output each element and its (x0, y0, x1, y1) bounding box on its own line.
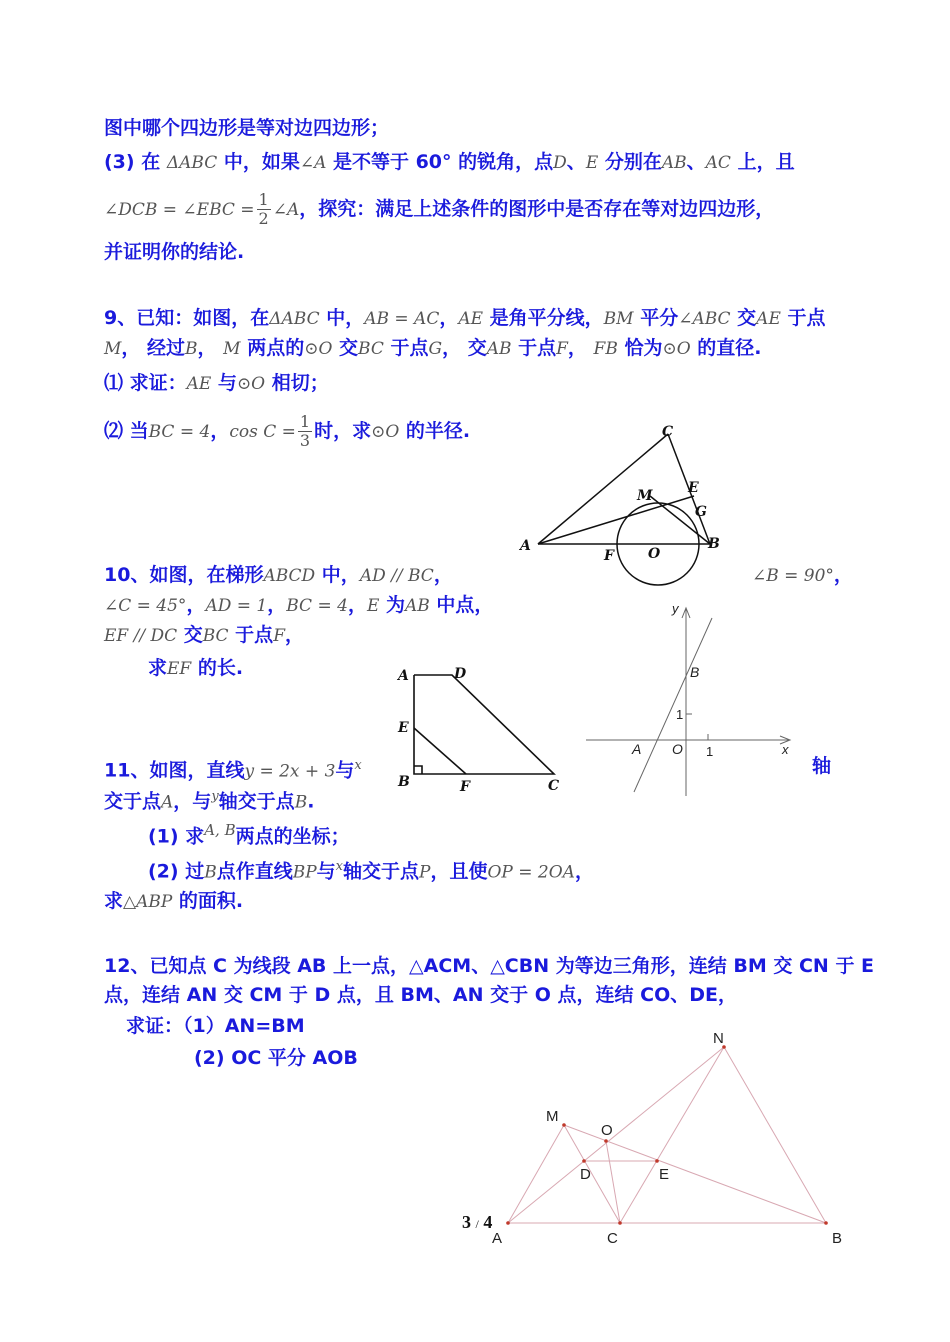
math: B (204, 862, 217, 883)
text: ， (267, 594, 287, 616)
fraction-denominator: 2 (258, 209, 269, 228)
math: AD // BC (359, 566, 434, 586)
label-F: F (460, 779, 470, 795)
text-line (148, 855, 594, 884)
math: AB = AC (364, 309, 440, 329)
text-line (104, 150, 795, 175)
text-line (104, 116, 389, 140)
math: AE (458, 309, 484, 329)
math: G (428, 339, 443, 359)
page-separator: / (475, 1217, 479, 1231)
label-B: B (398, 774, 410, 790)
text-line (104, 785, 314, 814)
text: 10、如图，在梯形 (104, 564, 264, 586)
math: BC = 4 (286, 596, 348, 616)
math: ∠DCB = ∠EBC = (104, 200, 255, 220)
text: 恰为 (617, 337, 663, 359)
label-C: C (607, 1230, 618, 1247)
text: 的长. (191, 657, 244, 679)
text-line (812, 754, 831, 778)
text: 的半径. (399, 420, 471, 442)
text: ， (284, 624, 304, 646)
text: 的直径. (690, 337, 762, 359)
math: P (419, 862, 431, 883)
math: ABCD (263, 566, 316, 586)
text-line (104, 754, 362, 783)
fraction-numerator: 1 (299, 412, 311, 431)
fraction-denominator: 3 (299, 431, 311, 450)
math: AD = 1 (205, 596, 268, 616)
figure-12-equilateral-triangles (490, 1025, 850, 1247)
math: AE (186, 374, 212, 394)
figure-11-coordinate-plane (580, 600, 800, 800)
label-one-x: 1 (706, 744, 714, 759)
math: FB (593, 339, 618, 359)
text-line (104, 593, 493, 618)
page-number (462, 1212, 492, 1233)
math: AB (486, 339, 512, 359)
text: 是不等于 60° 的锐角，点 (326, 151, 554, 173)
label-A: A (492, 1230, 503, 1247)
text: ， (439, 307, 459, 329)
math: ⊙O (236, 374, 266, 394)
math: ∠ABC (678, 309, 731, 329)
text: (2) OC 平分 AOB (194, 1047, 358, 1069)
math: AC (705, 153, 731, 173)
label-E: E (688, 480, 699, 496)
label-D: D (580, 1166, 591, 1183)
text-line (752, 563, 853, 588)
label-E: E (659, 1166, 670, 1183)
math: ⊙O (371, 422, 400, 442)
text: ， (433, 564, 453, 586)
text-line (104, 336, 761, 361)
text: 时，求 (314, 420, 372, 442)
math: ΔABC (166, 153, 218, 173)
text: 于点 (383, 337, 429, 359)
math: F (556, 339, 568, 359)
label-B: B (690, 664, 700, 680)
text: (3) 在 (104, 151, 161, 173)
page-total: 4 (483, 1212, 493, 1232)
label-B: B (832, 1230, 843, 1247)
math: BC = 4 (148, 422, 211, 442)
math: ∠B = 90° (752, 566, 834, 586)
math: ΔABC (269, 309, 320, 329)
math: cos C = (229, 422, 296, 442)
text: ⑵ 当 (104, 420, 149, 442)
math: ∠A (299, 153, 327, 173)
text: 的面积. (172, 890, 244, 912)
label-M: M (637, 488, 653, 504)
text: 交 (730, 307, 757, 329)
text: 轴交于点 (343, 860, 420, 883)
text: (1) 求 (148, 825, 205, 848)
page-current: 3 (462, 1212, 471, 1232)
text: ， (567, 337, 594, 359)
text-line (148, 818, 350, 848)
text: ， (574, 860, 594, 883)
label-B: B (708, 536, 720, 552)
math: EF // DC (104, 626, 178, 646)
math: ⊙O (304, 339, 333, 359)
text: 中，如果 (217, 151, 300, 173)
text-line (104, 190, 774, 229)
math: BC (202, 626, 229, 646)
math: D (553, 153, 567, 173)
text: 图中哪个四边形是等对边四边形； (104, 117, 390, 139)
text: ，与 (173, 790, 212, 813)
text-line (126, 1014, 305, 1038)
label-C: C (548, 778, 560, 794)
math: A (161, 792, 174, 813)
math: E (585, 153, 599, 173)
text: 求 (148, 657, 168, 679)
text: 9、已知：如图，在 (104, 307, 270, 329)
text: 于点 (780, 307, 826, 329)
text: ⑴ 求证： (104, 372, 187, 394)
text: ， (833, 564, 853, 586)
text: 相切； (265, 372, 329, 394)
text: ，探究：满足上述条件的图形中是否存在等对边四边形， (299, 198, 775, 220)
math: M (223, 339, 241, 359)
math: M (104, 339, 122, 359)
fraction-numerator: 1 (258, 190, 269, 209)
text: 点作直线 (216, 860, 293, 883)
text: 12、已知点 C 为线段 AB 上一点，△ACM、△CBN 为等边三角形，连结 BM 交 CN 于 E (104, 955, 875, 977)
text-line (104, 412, 470, 451)
math: EF (167, 659, 192, 679)
text: ， 交 (442, 337, 487, 359)
math: AB (661, 153, 687, 173)
label-D: D (454, 666, 467, 682)
label-O: O (672, 741, 683, 757)
label-G: G (695, 504, 707, 520)
math: A, B (204, 821, 236, 839)
text: 与 (316, 860, 336, 883)
math: BP (292, 862, 317, 883)
text: 中， (319, 307, 365, 329)
text: 与 (335, 759, 355, 782)
text: 、 (566, 151, 586, 173)
text: 求 (104, 890, 124, 912)
text: ， (210, 420, 230, 442)
text: 上，且 (730, 151, 795, 173)
text: ， 经过 (121, 337, 186, 359)
text-line (104, 240, 244, 264)
label-A: A (632, 741, 642, 757)
text: 、 (686, 151, 706, 173)
math: x (335, 859, 344, 874)
text: 11、如图，直线 (104, 759, 245, 782)
text: 是角平分线， (483, 307, 604, 329)
text: ， (186, 594, 206, 616)
text: 于点 (511, 337, 557, 359)
text: 分别在 (598, 151, 662, 173)
text: 为 (379, 594, 405, 616)
fraction (298, 413, 312, 450)
text-line (104, 306, 825, 331)
label-M: M (546, 1108, 559, 1125)
text: 轴 (812, 755, 832, 777)
label-x: x (782, 742, 789, 757)
math: ⊙O (662, 339, 691, 359)
text: 求证：（1）AN=BM (126, 1015, 305, 1037)
text-line (104, 563, 453, 588)
text-line (104, 983, 737, 1007)
text: 中点， (429, 594, 494, 616)
math: y (211, 789, 219, 804)
math: y = 2x + 3 (244, 761, 336, 782)
text: 平分 (633, 307, 679, 329)
math: BM (603, 309, 634, 329)
text: 交 (177, 624, 203, 646)
text: (2) 过 (148, 860, 205, 883)
label-A: A (520, 538, 531, 554)
fraction (257, 191, 271, 228)
text-line (148, 656, 243, 681)
text-line (104, 623, 304, 648)
text: ， (197, 337, 224, 359)
text: 交 (332, 337, 359, 359)
label-F: F (604, 548, 614, 564)
math: OP = 2OA (487, 862, 575, 883)
math: E (366, 596, 380, 616)
text: 交于点 (104, 790, 162, 813)
text: 轴交于点 (218, 790, 295, 813)
label-O: O (601, 1122, 613, 1139)
text: 两点的 (240, 337, 305, 359)
label-A: A (398, 668, 409, 684)
label-C: C (662, 424, 674, 440)
text: 于点 (228, 624, 274, 646)
text: 中， (315, 564, 360, 586)
label-E: E (398, 720, 409, 736)
label-N: N (713, 1030, 724, 1047)
text-line (194, 1046, 358, 1070)
figure-10-trapezoid (392, 660, 572, 800)
text-line (104, 954, 874, 978)
math: F (273, 626, 285, 646)
label-one-y: 1 (676, 707, 684, 722)
text: 并证明你的结论. (104, 241, 245, 263)
math: x (354, 758, 362, 773)
math: B (294, 792, 308, 813)
math: ∠A (272, 200, 300, 220)
text: ，且使 (430, 860, 488, 883)
math: AE (756, 309, 781, 329)
text-line (104, 889, 243, 914)
figure-9-triangle-circle (510, 418, 750, 598)
math: B (185, 339, 198, 359)
math: AB (405, 596, 430, 616)
math: ∠C = 45° (104, 596, 187, 616)
label-O: O (648, 546, 661, 562)
text: . (307, 790, 315, 813)
text: 两点的坐标； (235, 825, 350, 848)
math: BC (358, 339, 384, 359)
math: △ABP (123, 892, 173, 912)
text: 与 (211, 372, 237, 394)
text: ， (347, 594, 367, 616)
label-y: y (672, 601, 679, 616)
text-line (104, 371, 329, 396)
text: 点，连结 AN 交 CM 于 D 点，且 BM、AN 交于 O 点，连结 CO、DE， (104, 984, 737, 1006)
